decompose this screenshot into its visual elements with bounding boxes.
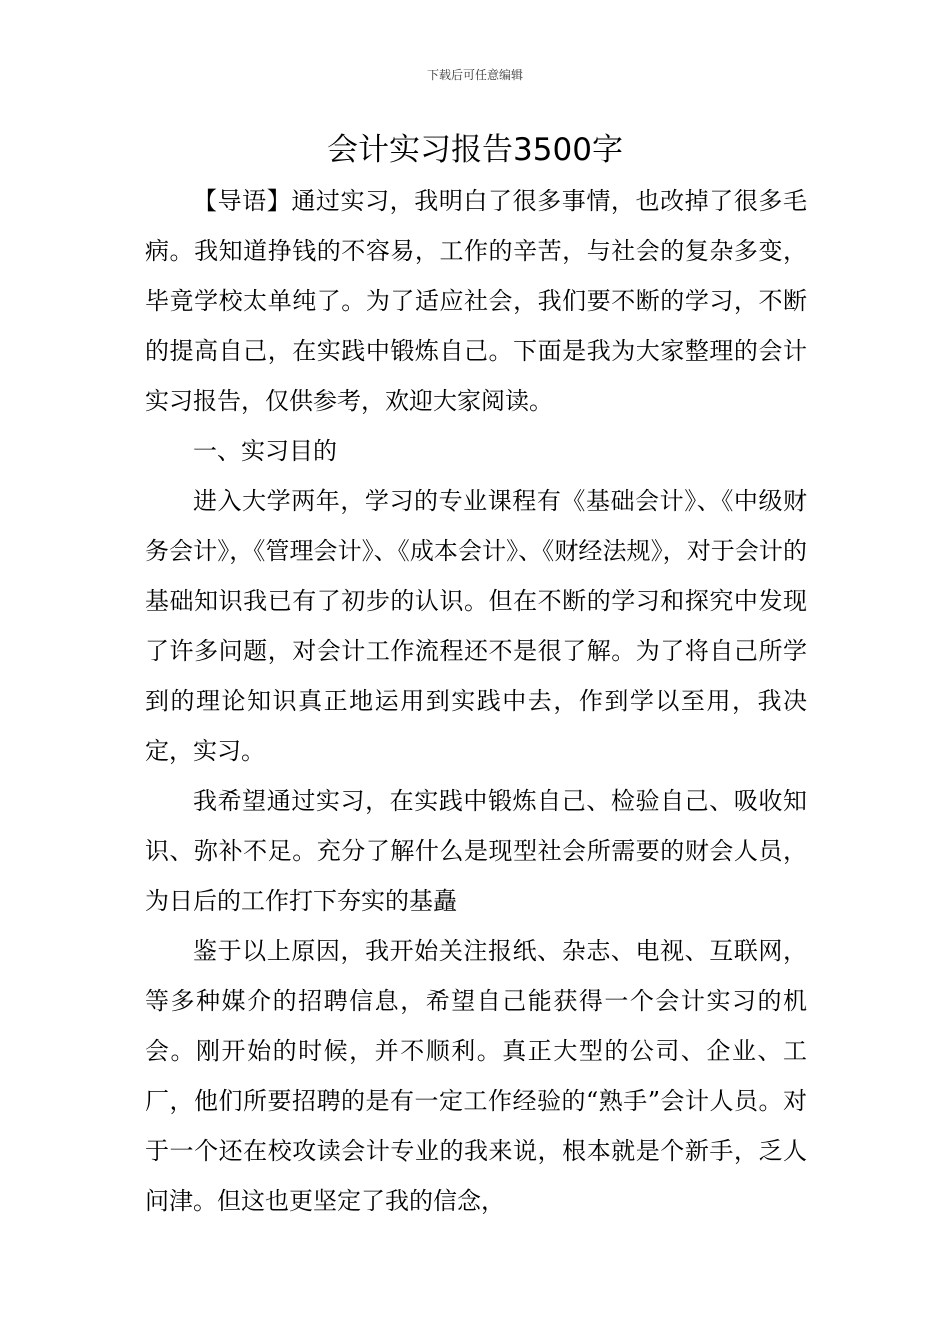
- paragraph: 我希望通过实习，在实践中锻炼自己、检验自己、吸收知识、弥补不足。充分了解什么是现型社会所需要的财会人员，为日后的工作打下夯实的基矗: [145, 787, 807, 915]
- paragraph-intro: 【导语】通过实习，我明白了很多事情，也改掉了很多毛病。我知道挣钱的不容易，工作的辛苦，与社会的复杂多变，毕竟学校太单纯了。为了适应社会，我们要不断的学习，不断的提高自己，在实践中锻炼自己。下面是我为大家整理的会计实习报告，仅供参考，欢迎大家阅读。: [145, 187, 807, 415]
- document-body: [145, 176, 807, 1226]
- paragraph: 鉴于以上原因，我开始关注报纸、杂志、电视、互联网，等多种媒介的招聘信息，希望自己能获得一个会计实习的机会。刚开始的时候，并不顺利。真正大型的公司、企业、工厂，他们所要招聘的是有一定工作经验的“熟手”会计人员。对于一个还在校攻读会计专业的我来说，根本就是个新手，乏人问津。但这也更坚定了我的信念，: [145, 937, 807, 1215]
- paragraph: 进入大学两年，学习的专业课程有《基础会计》、《中级财务会计》，《管理会计》、《成本会计》、《财经法规》，对于会计的基础知识我已有了初步的认识。但在不断的学习和探究中发现了许多问题，对会计工作流程还不是很了解。为了将自己所学到的理论知识真正地运用到实践中去，作到学以至用，我决定，实习。: [145, 487, 807, 765]
- header-note: 下载后可任意编辑: [426, 68, 523, 82]
- section-heading: 一、实习目的: [193, 437, 337, 465]
- document-title: 会计实习报告3500字: [327, 132, 623, 168]
